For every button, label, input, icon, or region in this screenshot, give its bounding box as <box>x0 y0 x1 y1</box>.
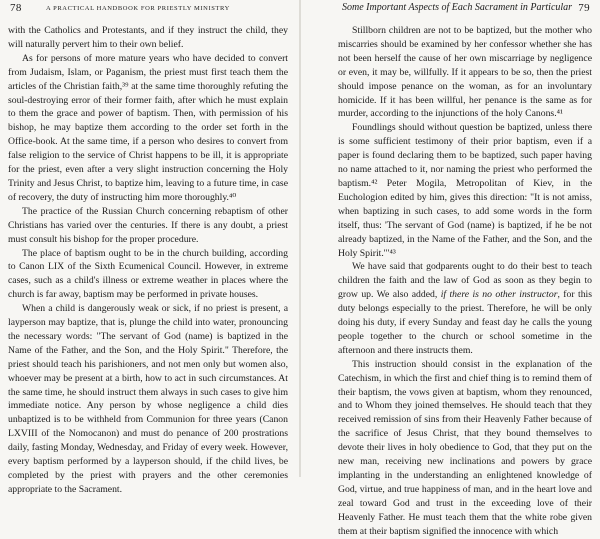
page-body <box>338 24 592 539</box>
paragraph: The practice of the Russian Church concerning rebaptism of other Christians has varied over the centuries. If there is any doubt, a priest must consult his bishop for the proper procedure. <box>8 205 288 245</box>
running-head: Some Important Aspects of Each Sacrament in Particular <box>342 2 573 13</box>
page-number: 79 <box>578 2 590 14</box>
paragraph: Stillborn children are not to be baptized, but the mother who miscarries should be examined by her confessor whether she has not been herself the cause of her own miscarriage by negligence or even, it may be, willfully. If it appears to be so, then the priest should impose penance on the woman, as for an involuntary homicide. If it has been willful, her penance is the same as for murder, according to the injunctions of the holy Canons.⁴¹ <box>338 25 592 120</box>
right-page <box>300 0 600 537</box>
paragraph: As for persons of more mature years who have decided to convert from Judaism, Islam, or Paganism, the priest must first teach them the articles of the Christian faith,³⁹ at the same time thoroughly refuting the soul-destroying error of their former faith, after which he must explain to them the grace and power of baptism. Then, with permission of his bishop, he may baptize them according to the order set forth in the Office-book. At the same time, if a person who desires to convert from false religion to the service of Christ happens to be ill, it is appropriate for the priest, even after a very slight instruction concerning the Holy Trinity and Jesus Christ, to baptize him, leaving to a future time, in case of recovery, the duty of instructing him more thoroughly.⁴⁰ <box>8 52 288 203</box>
left-page <box>0 0 300 495</box>
running-head: A PRACTICAL HANDBOOK FOR PRIESTLY MINISTRY <box>46 5 230 12</box>
paragraph: When a child is dangerously weak or sick, if no priest is present, a layperson may baptize, that is, plunge the child into water, pronouncing the necessary words: "The servant of God (name) is baptized in the Name of the Father, and the Son, and the Holy Spirit." Therefore, the priest should teach his parishioners, and not men only but women also, whoever may be present at a birth, how to act in such circumstances. At the same time, he should instruct them always in such cases to give him immediate notice. Any person by whose negligence a child dies unbaptized is to be withheld from Communion for three years (Canon LXVIII of the Nomocanon) and must do penance of 200 prostrations daily, fasting Monday, Wednesday, and Friday of every week. However, every baptism performed by a layperson should, if the child lives, be completed by the priest with prayers and the other ceremonies appropriate to the Sacrament. <box>8 303 288 495</box>
paragraph: The place of baptism ought to be in the church building, according to Canon LIX of the Sixth Ecumenical Council. However, in extreme cases, such as a child's illness or extreme weather in places where the church is far away, baptism may be performed in private houses. <box>8 247 288 301</box>
paragraph <box>338 260 592 357</box>
emphasis-text: if there is no other instructor <box>440 289 558 301</box>
paragraph-text: We have said that godparents ought to do their best to teach children the faith and the law of God as soon as they begin to grow up. We also added, <box>338 261 592 301</box>
paragraph: Foundlings should without question be baptized, unless there is some sufficient testimony of their prior baptism, even if a paper is found declaring them to be baptized, such paper having no name attached to it, nor naming the priest who performed the baptism.⁴² Peter Mogila, Metropolitan of Kiev, in the Euchologion edited by him, gives this direction: "It is not amiss, when baptizing in such cases, to add some words in the form itself, thus: 'The servant of God (name) is baptized, if he be not already baptized, in the Name of the Father, and the Son, and the Holy Spirit.'"⁴³ <box>338 122 592 259</box>
page-number: 78 <box>10 2 22 14</box>
paragraph: This instruction should consist in the explanation of the Catechism, in which the first and chief thing is to remind them of their baptism, the vows given at baptism, whom they renounced, and to Whom they joined themselves. He should teach that they received remission of sins from their Heavenly Father because of the sacrifice of Jesus Christ, that they bound themselves to devote their lives in holy obedience to God, that they put on the new man, receiving new inclinations and powers by grace implanting in the understanding an enlightened knowledge of God, virtue, and true happiness of man, and in the heart love and zeal toward God and trust in the exceeding love of their Heavenly Father. He must teach them that the white robe given them at their baptism signified the innocence with which <box>338 358 592 537</box>
paragraph: with the Catholics and Protestants, and if they instruct the child, they will naturally pervert him to their own belief. <box>8 25 288 50</box>
paragraph-text: , for this duty belongs especially to the priest. Therefore, he will be only doing his duty, if every Sunday and feast day he calls the young people together to the church or school sometime in the afternoon and there instructs them. <box>338 289 593 356</box>
page-body <box>8 24 288 497</box>
